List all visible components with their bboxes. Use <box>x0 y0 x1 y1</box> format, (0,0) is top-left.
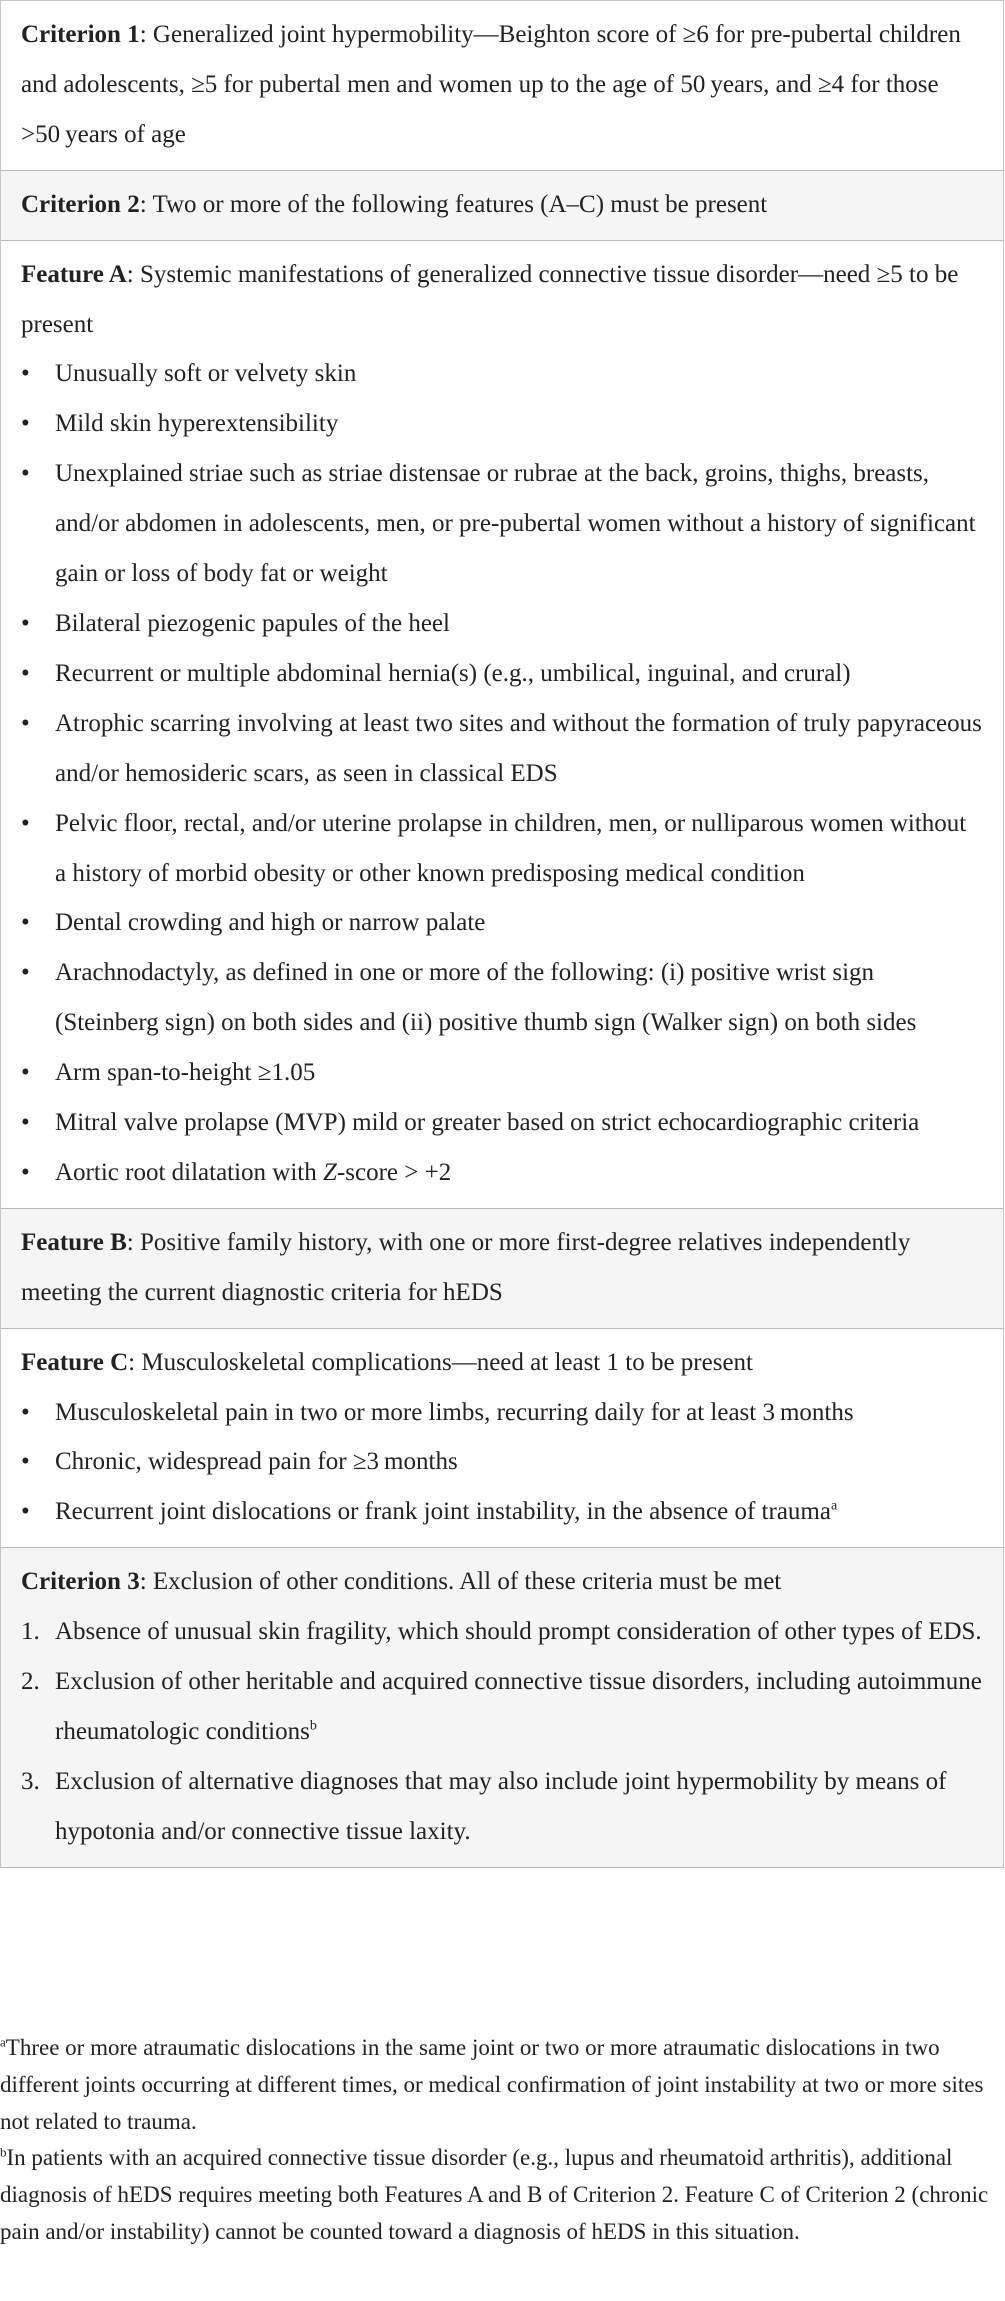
item-number: 1. <box>21 1618 40 1646</box>
criterion-1-cell <box>1 0 1003 171</box>
list-item: • Atrophic scarring involving at least two sites and without the formation of truly papyraceous and/or hemosideric scars, as seen in classical EDS <box>21 699 983 799</box>
feature-c-label: Feature C <box>21 1348 129 1376</box>
footnote-text: In patients with an acquired connective tissue disorder (e.g., lupus and rheumatoid arthritis), additional diagnosis of hEDS requires meeting both Features A and B of Criterion 2. Feature C of Criterion 2 (chronic pain and/or instability) cannot be counted toward a diagnosis of hEDS in this situation. <box>0 2145 989 2244</box>
criterion-3-cell <box>1 1548 1003 1867</box>
footnote-a <box>0 2030 1004 2140</box>
dislocations-text: Recurrent joint dislocations or frank joint instability, in the absence of trauma <box>55 1498 831 1526</box>
footnotes <box>0 2030 1004 2251</box>
criterion-1-text: : Generalized joint hypermobility—Beighton score of ≥6 for pre-pubertal children and adolescents, ≥5 for pubertal men and women up to the age of 50 years, and ≥4 for those >50 years of age <box>21 21 961 148</box>
numbered-item <box>21 1757 983 1857</box>
list-item: • Arm span-to-height ≥1.05 <box>21 1048 983 1098</box>
criterion-1-label: Criterion 1 <box>21 21 140 48</box>
feature-b-text: : Positive family history, with one or more first-degree relatives independently meeting the current diagnostic criteria for hEDS <box>21 1228 911 1306</box>
criterion-3-text: : Exclusion of other conditions. All of these criteria must be met <box>139 1568 782 1596</box>
feature-b-cell <box>1 1209 1003 1329</box>
feature-b-label: Feature B <box>21 1228 127 1256</box>
footnote-text: Three or more atraumatic dislocations in the same joint or two or more atraumatic dislocations in two different joints occurring at different times, or medical confirmation of joint instability at two or more sites not related to trauma. <box>0 2035 984 2134</box>
list-item: • Unusually soft or velvety skin <box>21 349 983 399</box>
feature-a-label: Feature A <box>21 260 127 288</box>
feature-a-cell <box>1 241 1003 1209</box>
footnote-ref-a: a <box>830 1499 838 1515</box>
item-text: Exclusion of alternative diagnoses that may also include joint hypermobility by means of hypotonia and/or connective tissue laxity. <box>55 1767 947 1845</box>
list-item: • Mitral valve prolapse (MVP) mild or greater based on strict echocardiographic criteria <box>21 1098 983 1148</box>
numbered-item <box>21 1657 983 1757</box>
list-item: • Dental crowding and high or narrow palate <box>21 898 983 948</box>
aortic-root-score: -score > +2 <box>336 1158 452 1186</box>
footnote-mark: a <box>0 2034 6 2050</box>
footnote-b <box>0 2140 1004 2250</box>
item-number: 3. <box>21 1767 40 1795</box>
feature-a-text: : Systemic manifestations of generalized connective tissue disorder—need ≥5 to be present <box>21 260 959 338</box>
list-item-dislocations <box>21 1487 983 1537</box>
list-item: • Unexplained striae such as striae distensae or rubrae at the back, groins, thighs, breasts, and/or abdomen in adolescents, men, or pre-pubertal women without a history of significant gain or loss of body fat or weight <box>21 449 983 599</box>
item-number: 2. <box>21 1668 40 1696</box>
feature-c-cell <box>1 1329 1003 1549</box>
list-item: • Arachnodactyly, as defined in one or more of the following: (i) positive wrist sign (Steinberg sign) on both sides and (ii) positive thumb sign (Walker sign) on both sides <box>21 948 983 1048</box>
feature-a-list <box>21 349 983 1197</box>
list-item: • Bilateral piezogenic papules of the heel <box>21 599 983 649</box>
item-text: Absence of unusual skin fragility, which should prompt consideration of other types of EDS. <box>55 1618 982 1646</box>
numbered-item <box>21 1607 983 1657</box>
item-text: Exclusion of other heritable and acquired connective tissue disorders, including autoimmune rheumatologic conditions <box>55 1668 982 1745</box>
list-item: • Mild skin hyperextensibility <box>21 399 983 449</box>
footnote-ref-b: b <box>309 1718 317 1734</box>
footnote-mark: b <box>0 2144 7 2160</box>
criterion-3-label: Criterion 3 <box>21 1568 140 1596</box>
feature-c-text: : Musculoskeletal complications—need at least 1 to be present <box>128 1348 753 1376</box>
criterion-3-list <box>21 1607 983 1857</box>
feature-c-list <box>21 1388 983 1538</box>
list-item: • Recurrent or multiple abdominal hernia(s) (e.g., umbilical, inguinal, and crural) <box>21 649 983 699</box>
list-item: • Musculoskeletal pain in two or more limbs, recurring daily for at least 3 months <box>21 1388 983 1438</box>
criterion-2-text: : Two or more of the following features (A–C) must be present <box>139 190 768 218</box>
list-item: • Chronic, widespread pain for ≥3 months <box>21 1437 983 1487</box>
criterion-2-cell <box>1 171 1003 241</box>
criterion-2-label: Criterion 2 <box>21 190 140 218</box>
z-symbol: Z <box>323 1158 337 1186</box>
aortic-root-text: Aortic root dilatation with <box>55 1158 324 1186</box>
list-item-aortic-root <box>21 1148 983 1198</box>
list-item: • Pelvic floor, rectal, and/or uterine prolapse in children, men, or nulliparous women without a history of morbid obesity or other known predisposing medical condition <box>21 799 983 899</box>
